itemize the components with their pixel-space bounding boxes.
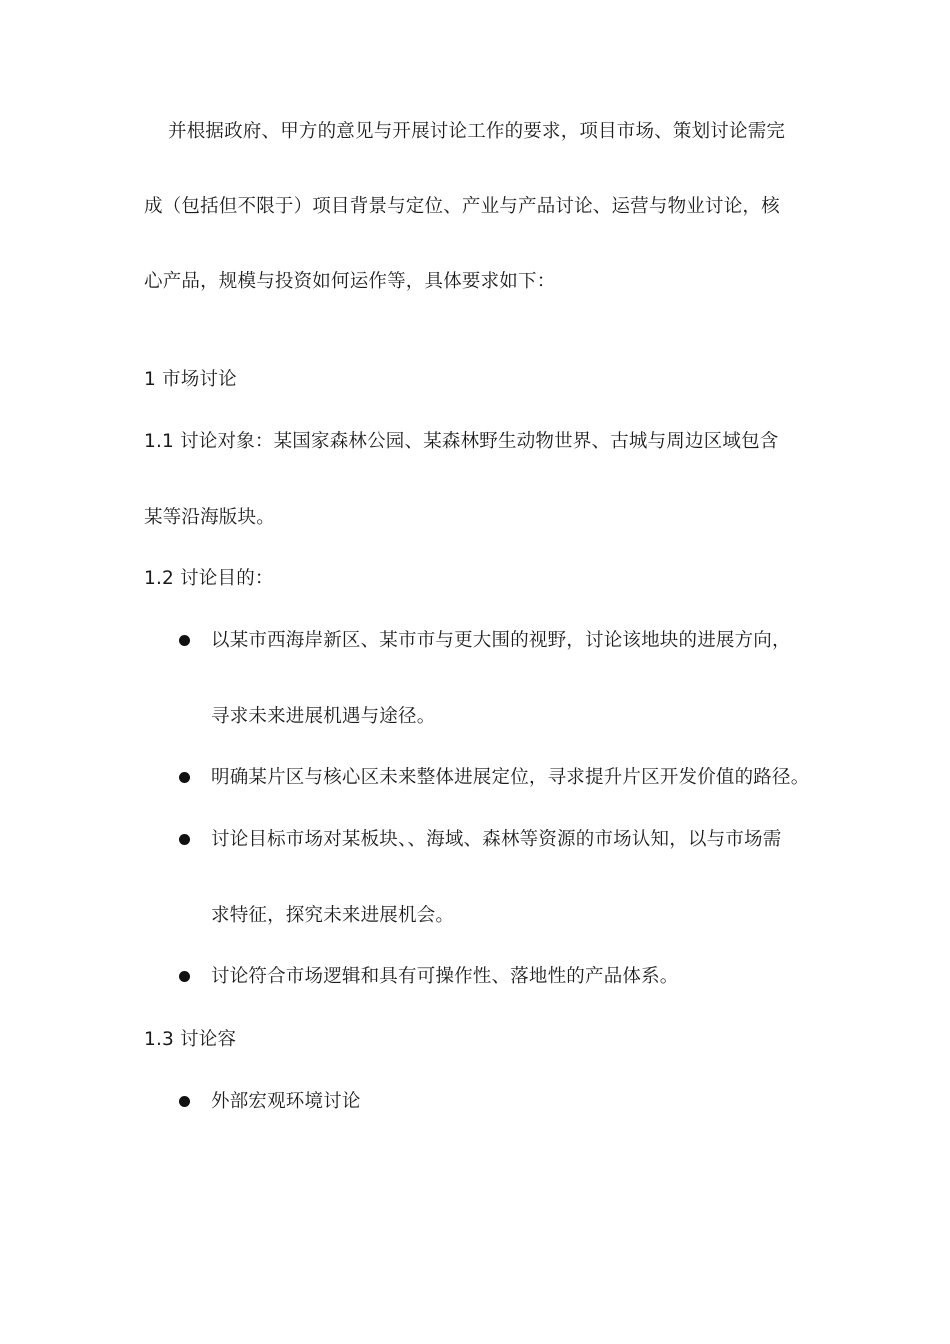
purpose-bullet-1-line-1: 以某市西海岸新区、某市市与更大围的视野，讨论该地块的进展方向， <box>211 630 791 651</box>
purpose-bullet-4-line-1: 讨论符合市场逻辑和具有可操作性、落地性的产品体系。 <box>211 966 679 987</box>
subsection-1-1-line-2: 某等沿海版块。 <box>144 507 275 528</box>
bullet-dot-icon <box>179 971 190 982</box>
subsection-1-2-heading: 1.2 讨论目的： <box>144 568 274 589</box>
purpose-bullet-2-line-1: 明确某片区与核心区未来整体进展定位，寻求提升片区开发价值的路径。 <box>211 767 810 788</box>
bullet-dot-icon <box>179 1096 190 1107</box>
intro-line-2: 成（包括但不限于）项目背景与定位、产业与产品讨论、运营与物业讨论，核 <box>144 196 780 217</box>
intro-line-3: 心产品，规模与投资如何运作等，具体要求如下： <box>144 271 556 292</box>
subsection-1-3-heading: 1.3 讨论容 <box>144 1029 237 1050</box>
content-bullet-1-line-1: 外部宏观环境讨论 <box>211 1091 361 1112</box>
purpose-bullet-1-line-2: 寻求未来进展机遇与途径。 <box>211 706 436 727</box>
section-heading-market: 1 市场讨论 <box>144 369 237 390</box>
bullet-dot-icon <box>179 772 190 783</box>
purpose-bullet-3-line-1: 讨论目标市场对某板块、、海域、森林等资源的市场认知，以与市场需 <box>211 829 782 850</box>
bullet-dot-icon <box>179 834 190 845</box>
subsection-1-1-line-1: 1.1 讨论对象：某国家森林公园、某森林野生动物世界、古城与周边区域包含 <box>144 431 779 452</box>
purpose-bullet-3-line-2: 求特征，探究未来进展机会。 <box>211 905 455 926</box>
bullet-dot-icon <box>179 635 190 646</box>
intro-line-1: 并根据政府、甲方的意见与开展讨论工作的要求，项目市场、策划讨论需完 <box>168 121 786 142</box>
